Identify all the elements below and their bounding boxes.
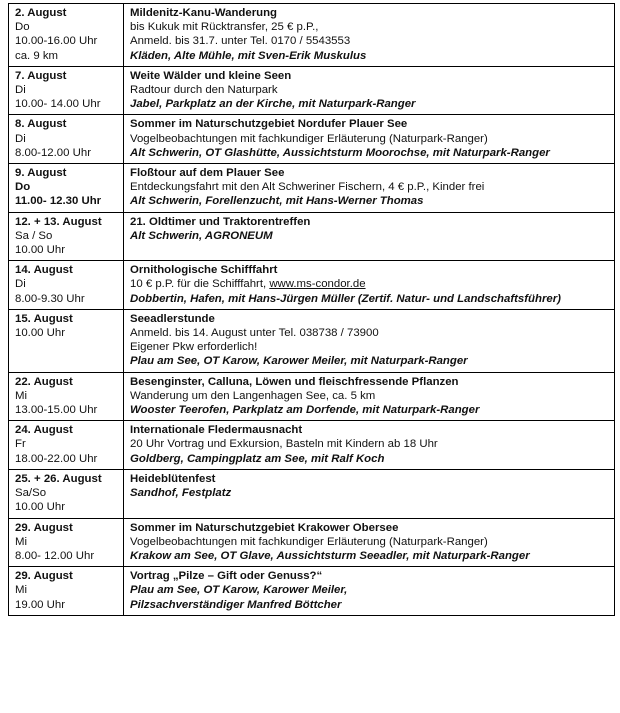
event-time: 10.00 Uhr — [15, 244, 66, 257]
info-cell — [124, 469, 615, 518]
event-title: Mildenitz-Kanu-Wanderung — [130, 7, 278, 19]
event-date: 7. August — [15, 69, 67, 82]
info-cell — [124, 518, 615, 567]
event-date: 2. August — [15, 7, 67, 19]
event-detail: Entdeckungsfahrt mit den Alt Schweriner Fischern, 4 € p.P., Kinder frei — [130, 181, 485, 194]
info-cell — [124, 4, 615, 67]
event-table — [8, 3, 615, 616]
info-cell — [124, 164, 615, 213]
date-cell — [9, 4, 124, 67]
event-date: 25. + 26. August — [15, 472, 102, 485]
event-weekday: Mi — [15, 535, 28, 548]
event-date: 12. + 13. August — [15, 215, 102, 228]
event-row — [9, 164, 615, 213]
date-cell — [9, 518, 124, 567]
event-weekday: Di — [15, 132, 26, 145]
event-date: 22. August — [15, 375, 73, 388]
date-cell — [9, 212, 124, 261]
event-row — [9, 567, 615, 616]
date-cell — [9, 309, 124, 372]
event-date: 8. August — [15, 118, 67, 131]
event-place: Plau am See, OT Karow, Karower Meiler, — [130, 584, 348, 597]
event-title: Heideblütenfest — [130, 472, 216, 485]
event-weekday: Do — [15, 181, 31, 194]
event-title: Sommer im Naturschutzgebiet Krakower Obersee — [130, 521, 399, 534]
event-title: Weite Wälder und kleine Seen — [130, 69, 292, 82]
date-cell — [9, 66, 124, 115]
event-weekday: Fr — [15, 438, 26, 451]
info-cell — [124, 372, 615, 421]
event-place: Pilzsachverständiger Manfred Böttcher — [130, 598, 342, 611]
event-weekday: Sa / So — [15, 229, 53, 242]
date-cell — [9, 261, 124, 310]
event-detail: Anmeld. bis 31.7. unter Tel. 0170 / 5543553 — [130, 35, 351, 48]
event-table-body — [9, 4, 615, 616]
event-time: 10.00 Uhr — [15, 327, 66, 340]
event-row — [9, 518, 615, 567]
date-cell — [9, 372, 124, 421]
event-row — [9, 372, 615, 421]
event-title: Vortrag „Pilze – Gift oder Genuss?“ — [130, 570, 323, 583]
info-cell — [124, 421, 615, 470]
info-cell — [124, 567, 615, 616]
event-place: Dobbertin, Hafen, mit Hans-Jürgen Müller (Zertif. Natur- und Landschaftsführer) — [130, 292, 561, 305]
info-cell — [124, 115, 615, 164]
info-cell — [124, 212, 615, 261]
event-time: 18.00-22.00 Uhr — [15, 452, 98, 465]
info-cell — [124, 66, 615, 115]
event-title: Besenginster, Calluna, Löwen und fleischfressende Pflanzen — [130, 375, 459, 388]
event-date: 14. August — [15, 264, 73, 277]
event-detail: 20 Uhr Vortrag und Exkursion, Basteln mit Kindern ab 18 Uhr — [130, 438, 438, 451]
event-date: 24. August — [15, 424, 73, 437]
event-row — [9, 4, 615, 67]
date-cell — [9, 115, 124, 164]
event-place: Plau am See, OT Karow, Karower Meiler, mit Naturpark-Ranger — [130, 355, 468, 368]
event-detail: Radtour durch den Naturpark — [130, 84, 278, 97]
event-title: Internationale Fledermausnacht — [130, 424, 303, 437]
event-date: 29. August — [15, 521, 73, 534]
event-place: Goldberg, Campingplatz am See, mit Ralf Koch — [130, 452, 385, 465]
event-title: Seeadlerstunde — [130, 312, 215, 325]
event-row — [9, 261, 615, 310]
event-row — [9, 212, 615, 261]
event-place: Alt Schwerin, OT Glashütte, Aussichtsturm Moorochse, mit Naturpark-Ranger — [130, 146, 550, 159]
event-weekday: Mi — [15, 584, 28, 597]
event-weekday: Do — [15, 21, 30, 34]
event-time: 13.00-15.00 Uhr — [15, 404, 98, 417]
event-time: 11.00- 12.30 Uhr — [15, 195, 102, 208]
event-time: 19.00 Uhr — [15, 598, 66, 611]
event-time: 8.00- 12.00 Uhr — [15, 549, 95, 562]
event-detail: Vogelbeobachtungen mit fachkundiger Erläuterung (Naturpark-Ranger) — [130, 535, 488, 548]
event-row — [9, 469, 615, 518]
event-place: Kläden, Alte Mühle, mit Sven-Erik Muskulus — [130, 49, 367, 62]
event-detail: Wanderung um den Langenhagen See, ca. 5 km — [130, 389, 376, 402]
event-time: 8.00-12.00 Uhr — [15, 146, 91, 159]
event-title: 21. Oldtimer und Traktorentreffen — [130, 215, 311, 228]
event-distance: ca. 9 km — [15, 49, 59, 62]
event-time: 10.00- 14.00 Uhr — [15, 98, 101, 111]
event-detail: bis Kukuk mit Rücktransfer, 25 € p.P., — [130, 21, 319, 34]
event-date: 15. August — [15, 312, 73, 325]
event-weekday: Di — [15, 84, 26, 97]
date-cell — [9, 469, 124, 518]
event-detail-text: 10 € p.P. für die Schifffahrt, — [130, 278, 270, 291]
event-place: Krakow am See, OT Glave, Aussichtsturm Seeadler, mit Naturpark-Ranger — [130, 549, 530, 562]
event-weekday: Mi — [15, 389, 28, 402]
date-cell — [9, 421, 124, 470]
event-detail — [130, 277, 608, 291]
event-time: 8.00-9.30 Uhr — [15, 292, 85, 305]
event-title: Sommer im Naturschutzgebiet Nordufer Plauer See — [130, 118, 408, 131]
event-detail: Anmeld. bis 14. August unter Tel. 038738 / 73900 — [130, 327, 379, 340]
event-row — [9, 115, 615, 164]
event-detail: Vogelbeobachtungen mit fachkundiger Erläuterung (Naturpark-Ranger) — [130, 132, 488, 145]
event-row — [9, 309, 615, 372]
event-detail: Eigener Pkw erforderlich! — [130, 341, 258, 354]
event-weekday: Sa/So — [15, 487, 47, 500]
event-time: 10.00-16.00 Uhr — [15, 35, 98, 48]
event-row — [9, 66, 615, 115]
event-place: Alt Schwerin, AGRONEUM — [130, 229, 273, 242]
info-cell — [124, 261, 615, 310]
event-place: Alt Schwerin, Forellenzucht, mit Hans-Werner Thomas — [130, 195, 424, 208]
info-cell — [124, 309, 615, 372]
event-title: Floßtour auf dem Plauer See — [130, 167, 285, 180]
event-date: 9. August — [15, 167, 67, 180]
date-cell — [9, 567, 124, 616]
event-date: 29. August — [15, 570, 73, 583]
event-row — [9, 421, 615, 470]
event-place: Jabel, Parkplatz an der Kirche, mit Naturpark-Ranger — [130, 98, 416, 111]
event-time: 10.00 Uhr — [15, 501, 66, 514]
date-cell — [9, 164, 124, 213]
event-title: Ornithologische Schifffahrt — [130, 264, 278, 277]
website-link[interactable]: www.ms-condor.de — [269, 278, 366, 291]
event-place: Wooster Teerofen, Parkplatz am Dorfende, mit Naturpark-Ranger — [130, 404, 480, 417]
event-weekday: Di — [15, 278, 26, 291]
event-place: Sandhof, Festplatz — [130, 487, 232, 500]
